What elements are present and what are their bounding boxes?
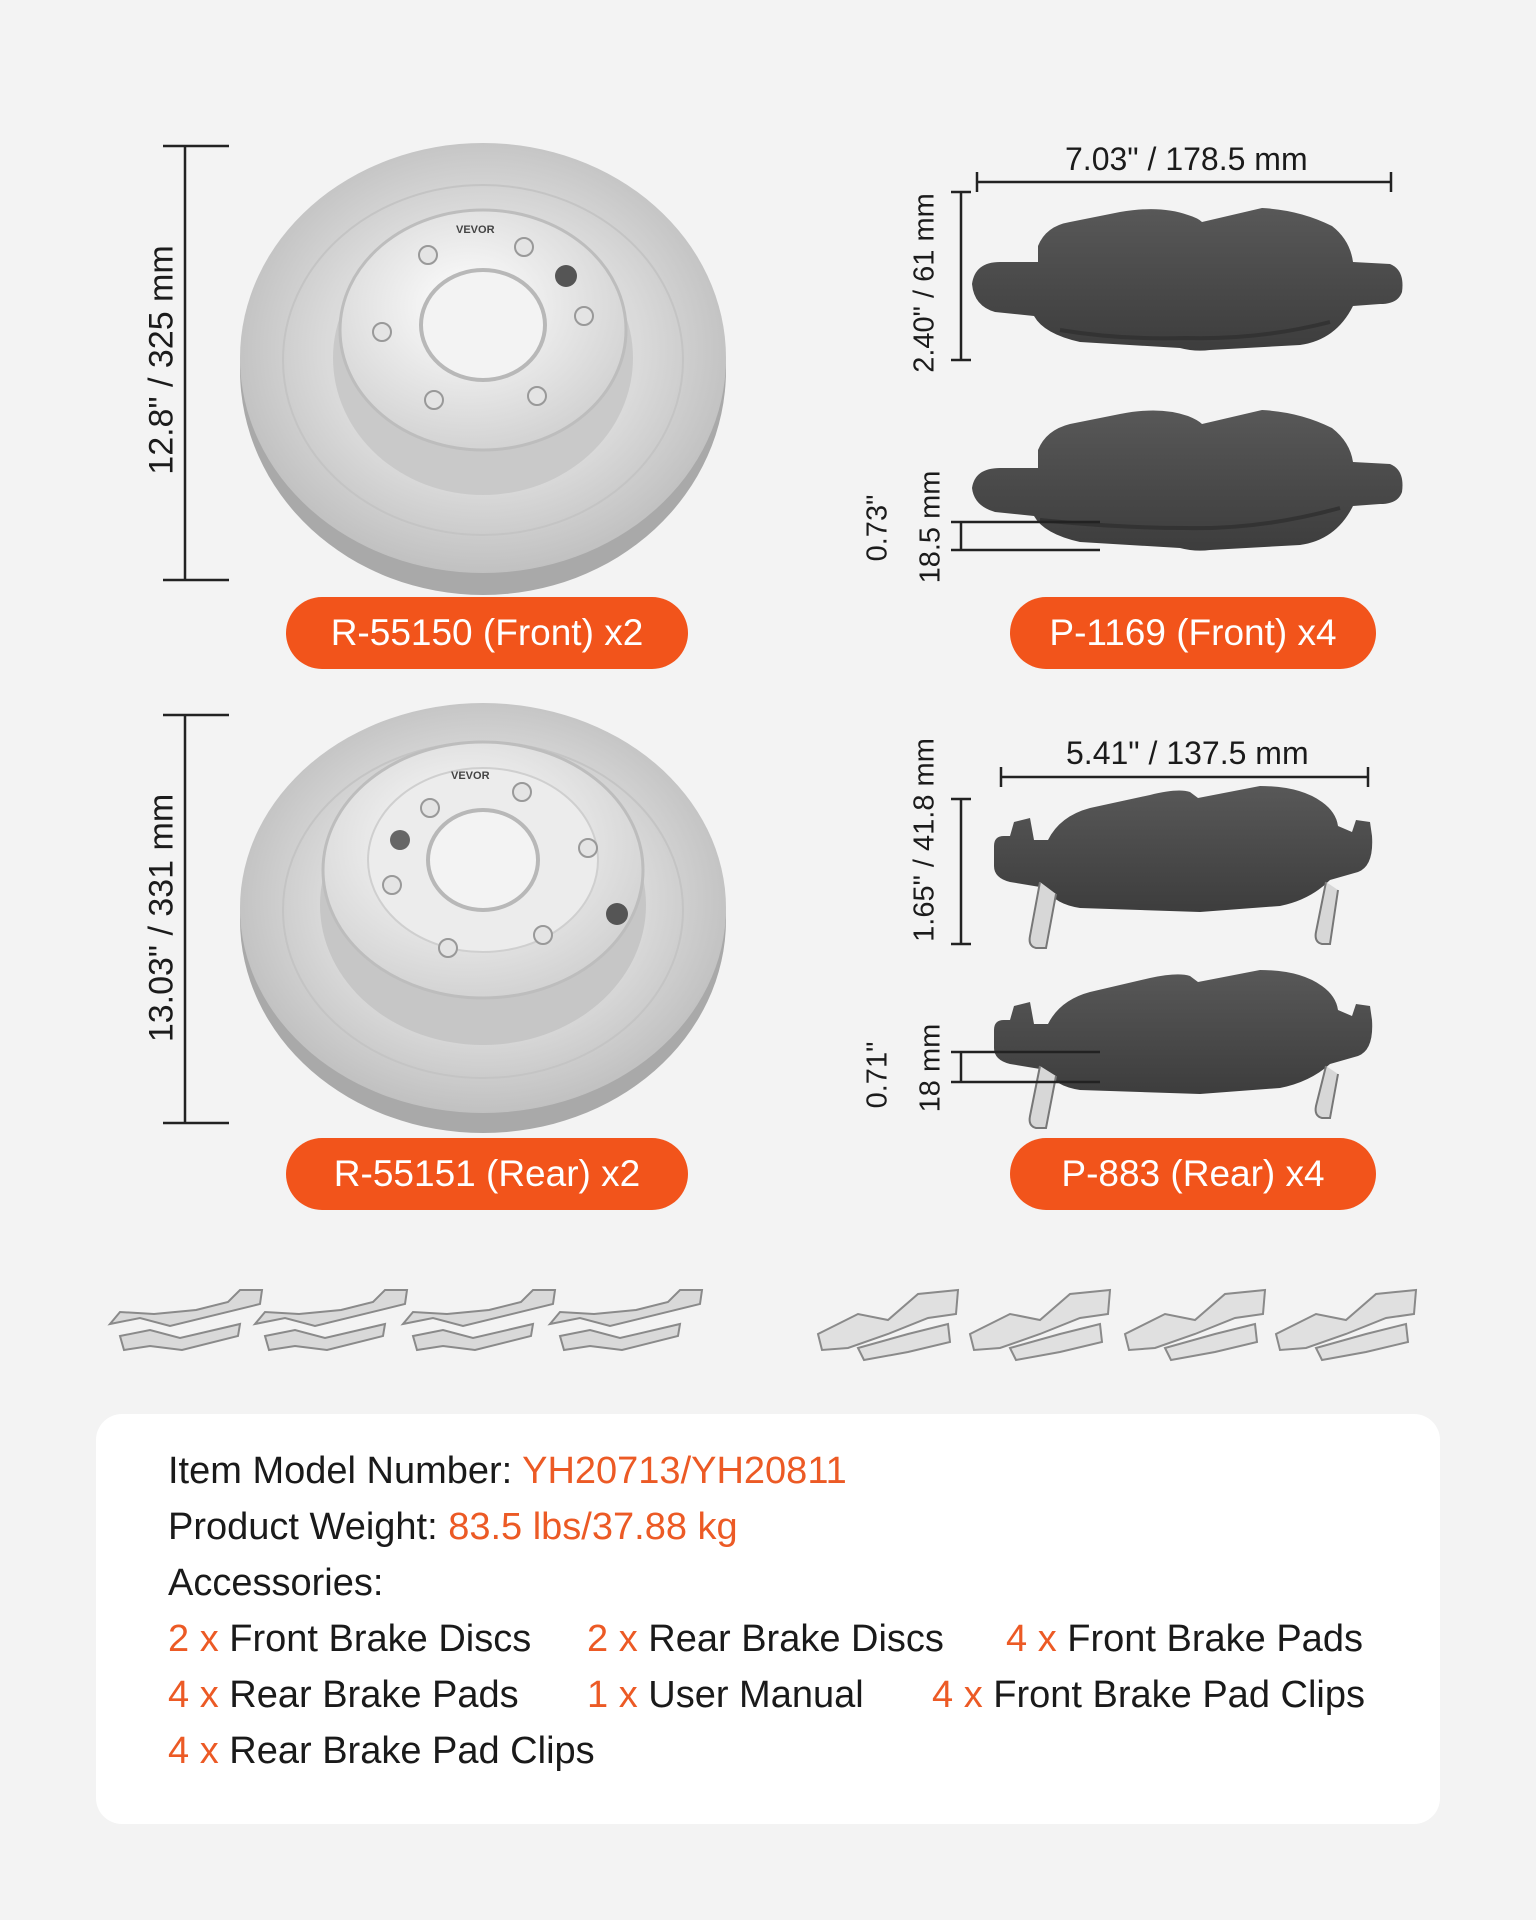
rear-pad-thickness-inch: 0.71" [861,1041,894,1109]
rear-disc-brand-logo: VEVOR [451,770,490,782]
front-brake-disc-image [240,143,726,595]
accessories-heading: Accessories: [168,1562,384,1604]
accessory-item [587,1618,944,1661]
product-weight-row [168,1506,738,1549]
front-brake-pad-clips-image [818,1290,1416,1360]
product-weight-label: Product Weight: [168,1506,438,1548]
rear-disc-badge: R-55151 (Rear) x2 [286,1138,688,1210]
accessory-item [168,1730,595,1773]
product-weight-value: 83.5 lbs/37.88 kg [448,1506,738,1548]
front-pads-badge: P-1169 (Front) x4 [1010,597,1376,669]
product-info-panel [96,1414,1440,1824]
front-disc-height-label: 12.8" / 325 mm [142,245,181,475]
rear-brake-pad-image-bottom [994,970,1372,1128]
accessory-qty: 4 x [1006,1618,1057,1660]
accessory-name: Rear Brake Pad Clips [229,1730,595,1772]
accessory-name: Front Brake Discs [229,1618,532,1660]
accessory-qty: 4 x [168,1674,219,1716]
accessory-qty: 2 x [587,1618,638,1660]
front-pad-thickness-inch: 0.73" [861,494,894,562]
accessory-qty: 4 x [168,1730,219,1772]
accessory-item [1006,1618,1363,1661]
front-pad-width-label: 7.03" / 178.5 mm [1065,141,1308,177]
rear-disc-height-label: 13.03" / 331 mm [142,793,181,1043]
accessory-qty: 1 x [587,1674,638,1716]
accessory-qty: 4 x [932,1674,983,1716]
accessory-name: Front Brake Pad Clips [993,1674,1365,1716]
front-disc-brand-logo: VEVOR [456,224,495,236]
rear-pad-height-label: 1.65" / 41.8 mm [908,738,941,942]
accessory-item [168,1674,519,1717]
rear-pad-width-label: 5.41" / 137.5 mm [1066,735,1309,771]
accessory-name: Rear Brake Pads [229,1674,519,1716]
front-disc-badge: R-55150 (Front) x2 [286,597,688,669]
accessory-item [587,1674,864,1717]
rear-pads-badge: P-883 (Rear) x4 [1010,1138,1376,1210]
rear-brake-disc-image [240,703,726,1133]
front-brake-pad-image-top [972,208,1403,351]
accessory-name: Rear Brake Discs [648,1618,944,1660]
model-number-value: YH20713/YH20811 [522,1450,847,1492]
accessory-name: User Manual [648,1674,864,1716]
model-number-label: Item Model Number: [168,1450,513,1492]
rear-brake-pad-image-top [994,786,1372,948]
rear-brake-pad-clips-image [110,1290,702,1350]
accessory-item [932,1674,1365,1717]
rear-pad-thickness-mm: 18 mm [914,1023,947,1113]
accessory-name: Front Brake Pads [1067,1618,1363,1660]
front-brake-pad-image-bottom [972,410,1403,551]
accessory-item [168,1618,531,1661]
accessory-qty: 2 x [168,1618,219,1660]
front-pad-height-label: 2.40" / 61 mm [908,193,941,373]
front-pad-thickness-mm: 18.5 mm [914,470,947,584]
model-number-row [168,1450,847,1493]
